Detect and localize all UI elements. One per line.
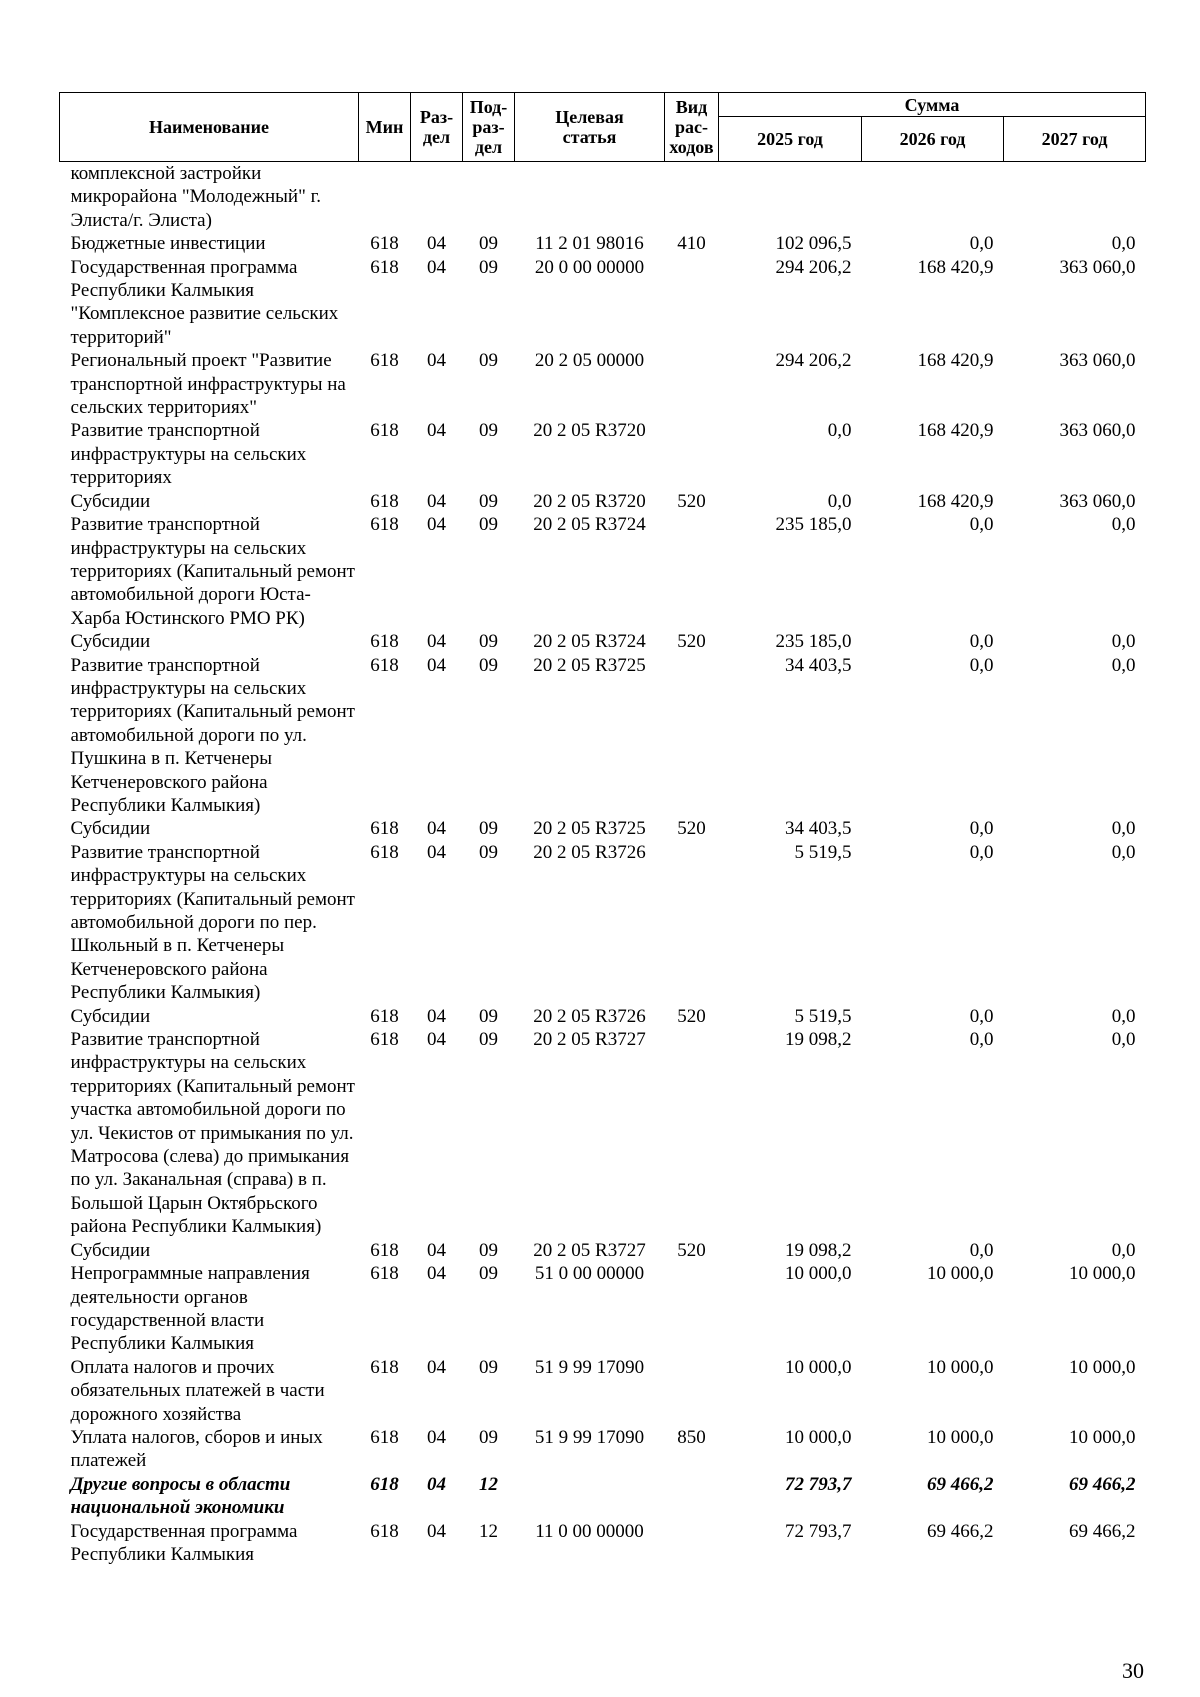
table-row — [60, 162, 1146, 233]
row-podrazdel: 09 — [479, 350, 498, 372]
table-row — [60, 841, 1146, 1005]
row-sum-2025: 10 000,0 — [785, 1263, 852, 1285]
row-podrazdel: 09 — [479, 514, 498, 536]
table-row — [60, 256, 1146, 350]
row-sum-2026: 69 466,2 — [927, 1473, 994, 1495]
row-min: 618 — [370, 420, 399, 442]
row-vid: 520 — [677, 631, 706, 653]
row-sum-2025: 19 098,2 — [785, 1029, 852, 1051]
row-sum-2027: 10 000,0 — [1069, 1356, 1136, 1378]
row-sum-2027: 10 000,0 — [1069, 1263, 1136, 1285]
row-sum-2025: 102 096,5 — [775, 233, 852, 255]
row-min: 618 — [370, 631, 399, 653]
row-min: 618 — [370, 1029, 399, 1051]
row-name: Развитие транспортной инфраструктуры на сельских территориях (Капитальный ремонт автомобильной дороги по пер. Школьный в п. Кетченеры Кетченеровского района Республики Калмыкия) — [70, 841, 355, 1004]
row-min — [359, 162, 411, 233]
row-sum-2026: 168 420,9 — [917, 490, 994, 512]
row-sum-2026: 0,0 — [969, 1029, 994, 1051]
row-sum-2026: 168 420,9 — [917, 420, 994, 442]
row-sum-2027: 69 466,2 — [1069, 1473, 1136, 1495]
table-row — [60, 817, 1146, 840]
row-vid — [665, 419, 719, 489]
row-target: 51 0 00 00000 — [534, 1263, 645, 1285]
row-sum-2025: 0,0 — [827, 420, 852, 442]
row-sum-2027: 0,0 — [1111, 233, 1136, 255]
row-podrazdel: 09 — [479, 490, 498, 512]
row-sum-2026: 168 420,9 — [917, 350, 994, 372]
row-podrazdel: 09 — [479, 1029, 498, 1051]
table-header — [60, 93, 1146, 162]
row-podrazdel: 09 — [479, 841, 498, 863]
row-sum-2026: 0,0 — [969, 1005, 994, 1027]
row-vid — [665, 654, 719, 818]
row-sum-2027: 10 000,0 — [1069, 1426, 1136, 1448]
row-target: 20 2 05 00000 — [534, 350, 645, 372]
row-vid — [665, 1473, 719, 1520]
row-sum-2027: 0,0 — [1111, 841, 1136, 863]
row-min: 618 — [370, 1239, 399, 1261]
row-vid: 520 — [677, 1239, 706, 1261]
row-name: комплексной застройки микрорайона "Молодежный" г. Элиста/г. Элиста) — [70, 163, 321, 231]
row-sum-2025: 5 519,5 — [794, 1005, 852, 1027]
row-target: 20 2 05 R3720 — [533, 490, 646, 512]
row-vid: 520 — [677, 490, 706, 512]
row-target — [515, 162, 665, 233]
row-name: Субсидии — [70, 631, 151, 653]
row-sum-2027: 0,0 — [1111, 1239, 1136, 1261]
table-row — [60, 1262, 1146, 1356]
row-target: 20 2 05 R3727 — [533, 1029, 646, 1051]
row-sum-2027: 0,0 — [1111, 654, 1136, 676]
row-sum-2027: 0,0 — [1111, 1029, 1136, 1051]
row-name: Субсидии — [70, 490, 151, 512]
row-name: Развитие транспортной инфраструктуры на сельских территориях (Капитальный ремонт участка автомобильной дороги по ул. Чекистов от примыкания по ул. Матросова (слева) до примыкания по ул. Заканальная (справа) в п. Большой Царын Октябрьского района Республики Калмыкия) — [70, 1029, 355, 1238]
budget-table-page — [59, 92, 1145, 1566]
row-sum-2025: 34 403,5 — [785, 818, 852, 840]
table-body — [60, 162, 1146, 1567]
table-row — [60, 1473, 1146, 1520]
row-sum-2026: 0,0 — [969, 654, 994, 676]
row-razdel: 04 — [427, 490, 446, 512]
row-sum-2027: 0,0 — [1111, 514, 1136, 536]
row-name: Развитие транспортной инфраструктуры на сельских территориях (Капитальный ремонт автомобильной дороги по ул. Пушкина в п. Кетченеры Кетченеровского района Республики Калмыкия) — [70, 654, 355, 816]
row-podrazdel: 09 — [479, 420, 498, 442]
col-header-name: Наименование — [60, 93, 359, 162]
row-razdel: 04 — [427, 233, 446, 255]
row-sum-2025: 72 793,7 — [785, 1473, 852, 1495]
row-podrazdel: 12 — [479, 1520, 498, 1542]
row-sum-2025: 294 206,2 — [775, 350, 852, 372]
row-target: 11 0 00 00000 — [535, 1520, 644, 1542]
row-target: 20 2 05 R3726 — [533, 1005, 646, 1027]
table-row — [60, 1005, 1146, 1028]
col-header-vid: Вид рас- ходов — [665, 93, 719, 162]
row-min: 618 — [370, 654, 399, 676]
row-name: Субсидии — [70, 1005, 151, 1027]
row-name: Субсидии — [70, 818, 151, 840]
row-sum-2025: 0,0 — [827, 490, 852, 512]
table-row — [60, 654, 1146, 818]
row-name: Другие вопросы в области национальной экономики — [70, 1473, 291, 1519]
row-min: 618 — [370, 1473, 399, 1495]
row-sum-2026: 69 466,2 — [927, 1520, 994, 1542]
row-target: 20 0 00 00000 — [534, 256, 645, 278]
row-vid: 410 — [677, 233, 706, 255]
col-header-2025: 2025 год — [719, 117, 862, 162]
row-razdel — [411, 162, 463, 233]
row-vid — [665, 256, 719, 350]
row-razdel: 04 — [427, 1005, 446, 1027]
row-sum-2027: 363 060,0 — [1059, 350, 1136, 372]
row-name: Развитие транспортной инфраструктуры на сельских территориях — [70, 420, 307, 489]
row-min: 618 — [370, 350, 399, 372]
row-min: 618 — [370, 490, 399, 512]
row-sum-2027: 363 060,0 — [1059, 256, 1136, 278]
col-header-target: Целевая статья — [515, 93, 665, 162]
row-vid — [665, 1520, 719, 1567]
row-vid — [665, 1262, 719, 1356]
row-podrazdel: 09 — [479, 233, 498, 255]
row-razdel: 04 — [427, 818, 446, 840]
row-vid: 850 — [677, 1426, 706, 1448]
table-row — [60, 349, 1146, 419]
row-sum-2025: 235 185,0 — [775, 514, 852, 536]
table-row — [60, 1520, 1146, 1567]
row-sum-2025: 19 098,2 — [785, 1239, 852, 1261]
row-razdel: 04 — [427, 256, 446, 278]
row-name: Государственная программа Республики Калмыкия "Комплексное развитие сельских территорий" — [70, 256, 339, 348]
row-sum-2026: 0,0 — [969, 818, 994, 840]
row-razdel: 04 — [427, 420, 446, 442]
table-row — [60, 490, 1146, 513]
table-row — [60, 1426, 1146, 1473]
row-razdel: 04 — [427, 1356, 446, 1378]
row-vid: 520 — [677, 818, 706, 840]
row-min: 618 — [370, 1426, 399, 1448]
row-name: Бюджетные инвестиции — [70, 233, 266, 255]
row-podrazdel: 09 — [479, 1263, 498, 1285]
row-sum-2026 — [862, 162, 1004, 233]
row-min: 618 — [370, 256, 399, 278]
row-sum-2026: 0,0 — [969, 514, 994, 536]
row-vid — [665, 349, 719, 419]
table-row — [60, 232, 1146, 255]
row-podrazdel: 09 — [479, 1239, 498, 1261]
row-sum-2025: 34 403,5 — [785, 654, 852, 676]
row-razdel: 04 — [427, 1426, 446, 1448]
row-podrazdel: 09 — [479, 1426, 498, 1448]
row-razdel: 04 — [427, 841, 446, 863]
row-vid — [665, 1028, 719, 1239]
row-target: 20 2 05 R3720 — [533, 420, 646, 442]
row-target: 20 2 05 R3725 — [533, 818, 646, 840]
row-razdel: 04 — [427, 654, 446, 676]
row-min: 618 — [370, 1005, 399, 1027]
row-sum-2026: 0,0 — [969, 841, 994, 863]
row-min: 618 — [370, 841, 399, 863]
row-target: 20 2 05 R3724 — [533, 514, 646, 536]
row-sum-2025: 72 793,7 — [785, 1520, 852, 1542]
row-sum-2025: 10 000,0 — [785, 1356, 852, 1378]
row-sum-2027: 0,0 — [1111, 818, 1136, 840]
table-row — [60, 1356, 1146, 1426]
table-row — [60, 513, 1146, 630]
row-name: Развитие транспортной инфраструктуры на сельских территориях (Капитальный ремонт автомобильной дороги Юста-Харба Юстинского РМО РК) — [70, 514, 355, 629]
row-name: Субсидии — [70, 1239, 151, 1261]
row-razdel: 04 — [427, 1263, 446, 1285]
row-vid — [665, 841, 719, 1005]
row-target: 20 2 05 R3726 — [533, 841, 646, 863]
row-sum-2027: 0,0 — [1111, 1005, 1136, 1027]
col-header-razdel: Раз- дел — [411, 93, 463, 162]
row-podrazdel: 09 — [479, 1356, 498, 1378]
table-row — [60, 1028, 1146, 1239]
row-min: 618 — [370, 818, 399, 840]
row-vid — [665, 513, 719, 630]
row-target: 51 9 99 17090 — [534, 1356, 645, 1378]
row-podrazdel: 09 — [479, 256, 498, 278]
row-sum-2026: 10 000,0 — [927, 1356, 994, 1378]
row-razdel: 04 — [427, 1520, 446, 1542]
table-row — [60, 419, 1146, 489]
row-sum-2027: 363 060,0 — [1059, 420, 1136, 442]
col-header-2027: 2027 год — [1004, 117, 1146, 162]
row-podrazdel — [463, 162, 515, 233]
row-sum-2027: 69 466,2 — [1069, 1520, 1136, 1542]
row-min: 618 — [370, 1263, 399, 1285]
row-podrazdel: 12 — [479, 1473, 498, 1495]
row-sum-2026: 0,0 — [969, 1239, 994, 1261]
row-razdel: 04 — [427, 1029, 446, 1051]
row-razdel: 04 — [427, 1473, 446, 1495]
row-podrazdel: 09 — [479, 1005, 498, 1027]
row-target: 11 2 01 98016 — [535, 233, 644, 255]
row-target — [515, 1473, 665, 1520]
row-target: 20 2 05 R3727 — [533, 1239, 646, 1261]
col-header-min: Мин — [359, 93, 411, 162]
row-min: 618 — [370, 1520, 399, 1542]
row-min: 618 — [370, 233, 399, 255]
row-sum-2026: 168 420,9 — [917, 256, 994, 278]
row-sum-2027 — [1004, 162, 1146, 233]
row-min: 618 — [370, 1356, 399, 1378]
row-sum-2025: 5 519,5 — [794, 841, 852, 863]
row-podrazdel: 09 — [479, 818, 498, 840]
row-name: Уплата налогов, сборов и иных платежей — [70, 1426, 323, 1472]
row-razdel: 04 — [427, 350, 446, 372]
row-target: 20 2 05 R3724 — [533, 631, 646, 653]
row-sum-2026: 10 000,0 — [927, 1426, 994, 1448]
row-name: Непрограммные направления деятельности органов государственной власти Республики Калмыкия — [70, 1263, 310, 1355]
row-sum-2026: 0,0 — [969, 631, 994, 653]
table-row — [60, 1239, 1146, 1262]
budget-table — [59, 92, 1146, 1566]
page-number: 30 — [1122, 1658, 1144, 1683]
row-vid: 520 — [677, 1005, 706, 1027]
row-sum-2025: 235 185,0 — [775, 631, 852, 653]
row-sum-2027: 363 060,0 — [1059, 490, 1136, 512]
col-header-2026: 2026 год — [862, 117, 1004, 162]
row-vid — [665, 162, 719, 233]
col-header-podrazdel: Под- раз- дел — [463, 93, 515, 162]
row-target: 51 9 99 17090 — [534, 1426, 645, 1448]
row-razdel: 04 — [427, 631, 446, 653]
row-sum-2027: 0,0 — [1111, 631, 1136, 653]
col-header-summa: Сумма — [719, 93, 1146, 117]
row-sum-2026: 0,0 — [969, 233, 994, 255]
row-vid — [665, 1356, 719, 1426]
row-target: 20 2 05 R3725 — [533, 654, 646, 676]
row-razdel: 04 — [427, 514, 446, 536]
row-min: 618 — [370, 514, 399, 536]
row-sum-2026: 10 000,0 — [927, 1263, 994, 1285]
row-sum-2025: 294 206,2 — [775, 256, 852, 278]
row-razdel: 04 — [427, 1239, 446, 1261]
row-name: Региональный проект "Развитие транспортной инфраструктуры на сельских территориях" — [70, 350, 346, 419]
row-name: Государственная программа Республики Калмыкия — [70, 1520, 298, 1565]
row-podrazdel: 09 — [479, 631, 498, 653]
row-podrazdel: 09 — [479, 654, 498, 676]
row-name: Оплата налогов и прочих обязательных платежей в части дорожного хозяйства — [70, 1356, 325, 1425]
row-sum-2025: 10 000,0 — [785, 1426, 852, 1448]
table-row — [60, 630, 1146, 653]
row-sum-2025 — [719, 162, 862, 233]
